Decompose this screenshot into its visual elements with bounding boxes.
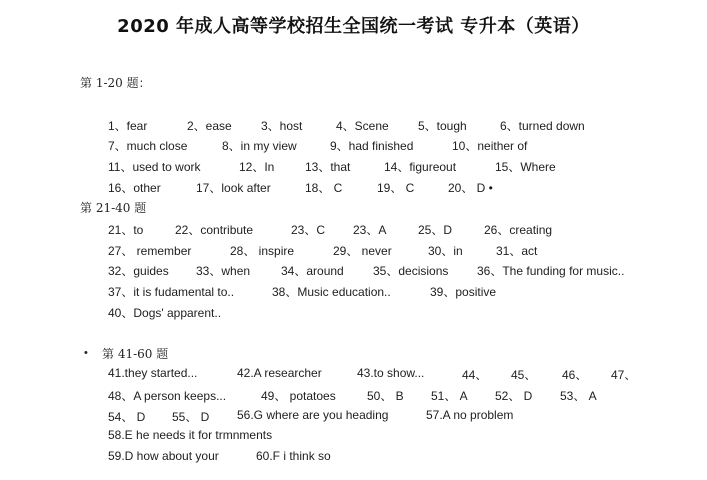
answer-item: 43.to show...: [357, 366, 425, 380]
answer-item: 27、 remember: [108, 244, 192, 258]
answer-item: 29、 never: [333, 244, 392, 258]
answer-item: 53、 A: [560, 389, 597, 403]
answer-item: 52、 D: [495, 389, 533, 403]
answer-item: 20、 D •: [448, 181, 493, 195]
answer-item: 40、Dogs' apparent..: [108, 306, 222, 320]
answer-item: 5、tough: [418, 119, 467, 133]
answer-item: 41.they started...: [108, 366, 198, 380]
answer-item: 36、The funding for music..: [477, 264, 625, 278]
answer-item: 22、contribute: [175, 223, 254, 237]
answer-item: 10、neither of: [452, 139, 528, 153]
page-title: 2020 年成人高等学校招生全国统一考试 专升本（英语）: [117, 16, 590, 37]
section-label-41-60: 第 41-60 题: [102, 347, 169, 361]
answer-item: 42.A researcher: [237, 366, 322, 380]
answer-item: 6、turned down: [500, 119, 585, 133]
answer-item: 8、in my view: [222, 139, 297, 153]
answer-item: 33、when: [196, 264, 251, 278]
answer-item: 1、fear: [108, 119, 148, 133]
answer-item: 30、in: [428, 244, 463, 258]
answer-item: 54、 D: [108, 410, 146, 424]
answer-item: 28、 inspire: [230, 244, 295, 258]
answer-item: 58.E he needs it for trmnments: [108, 428, 273, 442]
answer-item: 46、: [562, 368, 588, 382]
answer-item: 26、creating: [484, 223, 553, 237]
answer-item: 19、 C: [377, 181, 415, 195]
answer-item: 21、to: [108, 223, 144, 237]
answer-item: 23、C: [291, 223, 326, 237]
answer-item: 11、used to work: [108, 160, 201, 174]
answer-item: 37、it is fudamental to..: [108, 285, 235, 299]
answer-item: 35、decisions: [373, 264, 449, 278]
answer-item: 49、 potatoes: [261, 389, 336, 403]
answer-item: 51、 A: [431, 389, 468, 403]
answer-item: 34、around: [281, 264, 344, 278]
section-label-21-40: 第 21-40 题: [80, 201, 147, 215]
answer-item: 14、figureout: [384, 160, 457, 174]
answer-item: 12、In: [239, 160, 275, 174]
answer-item: 16、other: [108, 181, 161, 195]
answer-item: 31、act: [496, 244, 538, 258]
answer-item: 3、host: [261, 119, 303, 133]
answer-item: 17、look after: [196, 181, 271, 195]
answer-item: 45、: [511, 368, 537, 382]
answer-item: 15、Where: [495, 160, 556, 174]
answer-item: 56.G where are you heading: [237, 408, 389, 422]
answer-item: 38、Music education..: [272, 285, 391, 299]
answer-item: 25、D: [418, 223, 453, 237]
answer-item: 55、 D: [172, 410, 210, 424]
answer-item: 2、ease: [187, 119, 232, 133]
answer-item: 9、had finished: [330, 139, 414, 153]
answer-item: 47、: [611, 368, 637, 382]
answer-item: 18、 C: [305, 181, 343, 195]
answer-item: 59.D how about your: [108, 449, 219, 463]
answer-item: 4、Scene: [336, 119, 389, 133]
answer-item: 50、 B: [367, 389, 404, 403]
answer-item: 60.F i think so: [256, 449, 331, 463]
section-label-1-20: 第 1-20 题：: [80, 76, 151, 90]
answer-item: 44、: [462, 368, 488, 382]
answer-item: 13、that: [305, 160, 351, 174]
bullet-icon: •: [84, 347, 88, 359]
answer-item: 32、guides: [108, 264, 169, 278]
answer-item: 23、A: [353, 223, 387, 237]
answer-item: 48、A person keeps...: [108, 389, 227, 403]
answer-item: 39、positive: [430, 285, 497, 299]
answer-item: 57.A no problem: [426, 408, 514, 422]
answer-item: 7、much close: [108, 139, 188, 153]
